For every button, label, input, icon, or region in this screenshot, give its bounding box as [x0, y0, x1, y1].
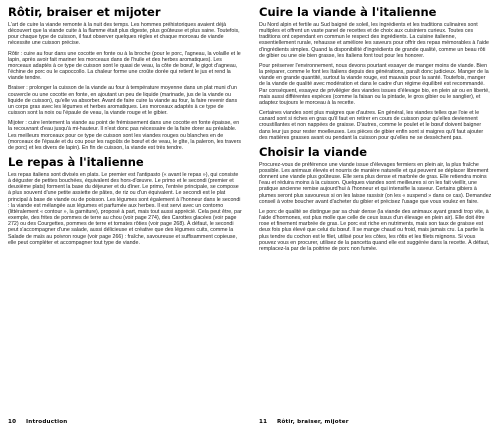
right-page-title: Cuire la viande à l'italienne: [259, 5, 437, 19]
paragraph: L'art de cuire la viande remonte à la nuit des temps. Les hommes préhistoriques avaient déjà découvert que la viande cuite à la flamme était plus digeste, plus goûteuse et plus saine. Toutefois, pour chaque type de cuisson, il faut observer quelques règles et chaque morceau de viande nécessite une cuisson précise.: [8, 22, 240, 47]
page-number: 11: [259, 419, 268, 425]
paragraph: Pour préserver l'environnement, nous devons pourtant essayer de manger moins de viande. Bien la préparer, comme le font les Italiens depuis des générations, paraît donc judicieux. Manger de la viande en grande quantité, surtout la viande rouge, est mauvais pour la santé. Toutefois, manger de la viande de qualité avec modération et dans le cadre d'un régime équilibré est recommandé. Par conséquent, essayez de privilégier des viandes issues d'élevage bio, en plein air ou en liberté, mais aussi différentes espèces (comme la faisan ou la pintade, le gros gibier ou le sanglier), et adaptez toujours le morceau à la recette.: [259, 62, 490, 106]
paragraph: Les repas italiens sont divisés en plats. Le premier est l'antipasto (« avant le repas »), qui consiste à déguster de petites bouchées, équivalent des hors-d'œuvre. Le primo et le secondi (premier et deuxième plats) forment la base du déjeuner et du dîner. Le primo, l'entrée principale, se compose à plus souvent d'une petite assiette de pâtes, de riz ou d'un équivalent. Le secondi est le plat principal à base de viande ou de poisson. Les légumes sont également à l'honneur dans le secondi : la viande est mélangée aux légumes et parfumée aux herbes. Il est servi avec un contorno (littéralement « contour », la garniture), proposé à part, mais tout aussi apprécié. Cela peut être, par exemple, des frites de pommes de terre au chou (voir page 274), des Carottes glacées (voir page 272) ou des Courgettes, pommes de terre et tomates rôties (voir page 268). À défaut, le secondi peut s'accompagner d'une salade, aussi délicieuse et créative que des légumes cuits, comme la Salade de maïs au poivron rouge (voir page 266) : fraîche, savoureuse et suffisamment copieuse, elle peut compléter et accompagner tout type de viande.: [8, 171, 242, 246]
page-number: 10: [8, 419, 17, 425]
right-page-subtitle: Choisir la viande: [259, 144, 368, 159]
running-footer-label: Rôtir, braiser, mijoter: [277, 419, 349, 425]
left-page-title: Rôtir, braiser et mijoter: [8, 5, 161, 19]
paragraph: Mijoter : cuire lentement la viande au point de frémissement dans une cocotte en fonte épaisse, en la recouvrant d'eau jusqu'à mi-hauteur. Il n'est donc pas nécessaire de la faire dorer au préalable. Les meilleurs morceaux pour ce type de cuisson sont les viandes rouges ou blanches en de (morceaux de l'épaule et du cou pour les ragoûts de bœuf et de veau, le gîte, la paleron, les travers de porc) et les divers de lapin). En fin de cuisson, la viande est très tendre.: [8, 120, 242, 151]
left-column: [8, 6, 242, 250]
right-column: [259, 6, 492, 256]
paragraph: Procurez-vous de préférence une viande issue d'élevages fermiers en plein air, la plus fraîche possible. Les animaux élevés et nourris de manière naturelle et qui peuvent se déplacer librement donnent une viande plus goûteuse. Elle sera plus dense et marbrée de gras. Elle retiendra moins l'eau et réduira moins à la cuisson. Quelques viandes sont meilleures si on les fait vieillir, une pratique ancienne remise aujourd'hui à l'honneur et qui intensifie la saveur. Certains gibiers à plumes seront plus savoureux si on les laisse rassisir (on les « suspend » dans ce cas). Demandez conseil à votre boucher avant d'acheter du gibier et précisez l'usage que vous voulez en faire.: [259, 161, 492, 205]
paragraph: Braiser : prolonger la cuisson de la viande au four à température moyenne dans un plat muni d'un couvercle ou une cocotte en fonte, en ajoutant un peu de liquide (marinade, jus de la viande ou liquide de cuisson), qu'elle va absorber. Avant de faire cuire la viande au four, la faire revenir dans un corps gras avec les légumes et herbes aromatiques. Les morceaux adaptés à ce type de cuisson sont la noix ou l'épaule de veau, la viande rouge et le gibier.: [8, 85, 238, 117]
right-page: [250, 0, 500, 430]
right-page-footer: [259, 419, 349, 425]
running-footer-label: Introduction: [26, 419, 68, 425]
paragraph: Certaines viandes sont plus maigres que d'autres. En général, les viandes telles que l'oie et le canard sont si riches en gras qu'il faut en retirer en cours de cuisson pour qu'elles deviennent croustillantes et non nappées de graisse. D'autres, comme le poulet et le bœuf doivent baigner dans leur jus pour rester moelleuses. Les pièces de gibier enfin sont si maigres qu'il faut ajouter des matières grasses avant ou pendant la cuisson pour qu'elles ne se dessèchent pas.: [259, 110, 484, 141]
left-page-subtitle: Le repas à l'italienne: [8, 154, 144, 169]
paragraph: Rôtir : cuire au four dans une cocotte en fonte ou à la broche (pour le porc, l'agneau, la volaille et le lapin, après avoir fait mariner les morceaux dans de l'huile et des herbes aromatiques). Les morceaux adaptés à ce type de cuisson sont le quasi de veau, la côte de bœuf, le gigot d'agneau, l'échine de porc ou le capoccollo. La chaleur forme une croûte dorée qui retient le jus et rend la viande tendre.: [8, 50, 241, 82]
paragraph: Le porc de qualité se distingue par sa chair dense (la viande des animaux ayant grandi trop vite, à l'aide d'hormones, est plus molle que celle de ceux issus d'un élevage en plein air). Elle doit être rose et finement marbrée de gras. Le porc est riche en nutriments, mais son taux de graisse est deux fois plus élevé que celui du bœuf. Il se mange chaud ou froid, mais jamais cru. La partie la plus tendre du cochon est le filet, utilisé pour les côtes, les rôtis et les filets mignons. Si vous pouvez vous en procurer, utilisez de la pancetta quand elle est suggérée dans la recette. À défaut, remplacez-la par de la poitrine de porc non fumée.: [259, 208, 490, 252]
paragraph: Du Nord alpin et fertile au Sud baigné de soleil, les ingrédients et les traditions culinaires sont multiples et offrent un vaste panel de recettes et de choix aux cuisiniers curieux. Toutes ces traditions ont cependant en commun le respect des ingrédients. La cuisine italienne, essentiellement rurale, rehausse et améliore les saveurs pour offrir des repas mémorables à l'aide d'ingrédients simples. Quand la disponibilité d'ingrédients de grande qualité, comme un beau rôti de gibier ou une oie bien grasse, les Italiens font tout pour les honorer.: [259, 22, 489, 59]
left-page-footer: [8, 419, 67, 425]
